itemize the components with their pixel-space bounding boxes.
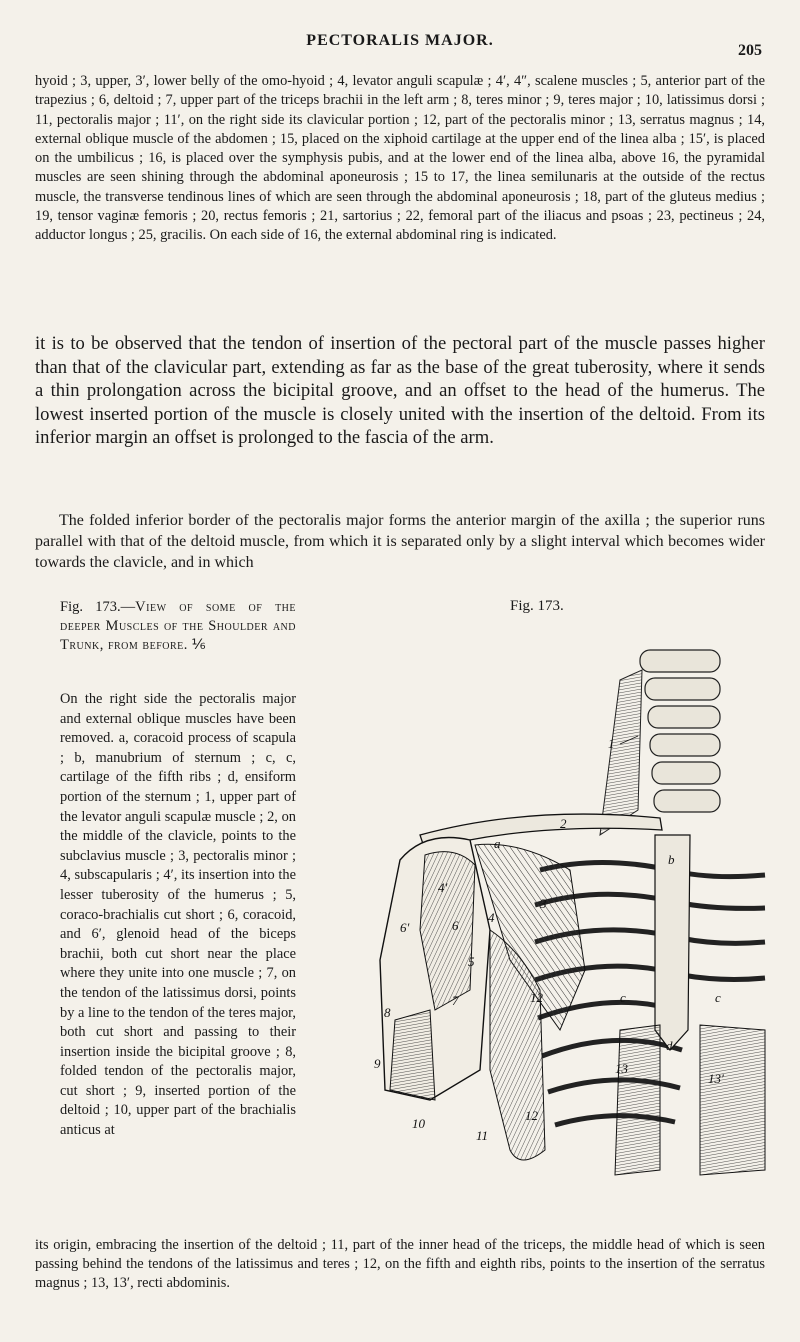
label-d: d [666, 1038, 673, 1053]
label-4-prime: 4′ [438, 880, 448, 895]
body-paragraph-1: it is to be observed that the tendon of insertion of the pectoral part of the muscle passes higher than that of the clavicular part, extending as far as the base of the great tuberosity, where it sends a thin prolongation across the bicipital groove, and an offset to the head of the humerus. The lowest inserted portion of the muscle is closely united with the insertion of the deltoid. From its inferior margin an offset is prolonged to the fascia of the arm. [35, 333, 765, 449]
label-4: 4 [488, 910, 495, 925]
label-6-prime: 6′ [400, 920, 410, 935]
rectus-abdominis-left [615, 1025, 660, 1175]
rectus-abdominis-right [700, 1025, 765, 1175]
anatomical-figure [370, 630, 770, 1210]
figure-label: Fig. 173. [510, 598, 564, 614]
label-13-prime: 13′ [708, 1071, 724, 1086]
label-a: a [494, 836, 501, 851]
label-1: 1 [608, 736, 615, 751]
page-number: 205 [738, 42, 762, 59]
running-title: PECTORALIS MAJOR. [306, 32, 494, 49]
label-8: 8 [384, 1005, 391, 1020]
figure-caption-title [60, 598, 296, 655]
label-6: 6 [452, 918, 459, 933]
body-paragraph-2: The folded inferior border of the pectoralis major forms the anterior margin of the axilla ; the superior runs parallel with that of the deltoid muscle, from which it is separated only by a slight interval which becomes wider towards the clavicle, and in which [35, 512, 765, 571]
sternum [655, 835, 690, 1050]
label-c-right: c [715, 990, 721, 1005]
figure-caption-text: On the right side the pectoralis major and external oblique muscles have been removed. a, coracoid process of scapula ; b, manubrium of sternum ; c, c, cartilage of the fifth ribs ; d, ensiform portion of the sternum ; 1, upper part of the levator anguli scapulæ muscle ; 2, on the middle of the clavicle, points to the subclavius muscle ; 3, pectoralis minor ; 4, subscapularis ; 4′, its insertion into the lesser tuberosity of the humerus ; 5, coraco-brachialis cut short ; 6, coracoid, and 6′, glenoid head of the biceps brachii, both cut short near the place where they unite into one muscle ; 7, on the tendon of the latissimus dorsi, points by a line to the tendon of the teres major, both cut short and passing to their insertion inside the bicipital groove ; 8, folded tendon of the pectoralis major, cut short ; 9, inserted portion of the deltoid ; 10, upper part of the brachialis anticus at [60, 691, 296, 1139]
anatomy-illustration [370, 630, 770, 1210]
label-7: 7 [452, 993, 459, 1008]
brachialis-muscle [390, 1010, 435, 1100]
figure-caption-prefix: Fig. 173.— [60, 599, 136, 615]
label-11: 11 [476, 1128, 489, 1143]
label-9: 9 [374, 1056, 381, 1071]
label-b: b [668, 852, 675, 867]
label-13: 13 [615, 1061, 628, 1076]
label-3: 3 [540, 896, 547, 911]
previous-figure-caption-continuation: hyoid ; 3, upper, 3′, lower belly of the omo-hyoid ; 4, levator anguli scapulæ ; 4′, 4″, scalene muscles ; 5, anterior part of the trapezius ; 6, deltoid ; 7, upper part of the triceps brachii in the left arm ; 8, teres minor ; 9, teres major ; 10, latissimus dorsi ; 11, pectoralis major ; 11′, on the right side its clavicular portion ; 12, part of the pectoralis minor ; 13, serratus magnus ; 14, external oblique muscle of the abdomen ; 15, placed on the xiphoid cartilage at the upper end of the linea alba ; 15′, is placed on the umbilicus ; 16, is placed over the symphysis pubis, and at the lower end of the linea alba, above 16, the pyramidal muscles are seen shining through the abdominal aponeurosis ; 15 to 17, the linea semilunaris at the outside of the rectus muscle, the transverse tendinous lines of which are seen through the abdominal aponeurosis ; 18, part of the gluteus medius ; 19, tensor vaginæ femoris ; 20, rectus femoris ; 21, sartorius ; 22, femoral part of the iliacus and psoas ; 23, pectineus ; 24, adductor longus ; 25, gracilis. On each side of 16, the external abdominal ring is indicated. [35, 73, 765, 244]
figure-scale: ⅙ [191, 637, 206, 653]
label-c-left: c [620, 990, 626, 1005]
figure-caption-heading: View of some of the deeper Muscles of the Shoulder and Trunk, from before. [60, 599, 297, 653]
figure-caption-end: its origin, embracing the insertion of the deltoid ; 11, part of the inner head of the triceps, the middle head of which is seen passing behind the tendons of the latissimus and teres ; 12, on the fifth and eighth ribs, points to the insertion of the serratus magnus ; 13, 13′, recti abdominis. [35, 1237, 765, 1292]
label-5: 5 [468, 954, 475, 969]
label-12a: 12 [530, 990, 543, 1005]
levator-muscle [600, 670, 642, 835]
label-10: 10 [412, 1116, 425, 1131]
label-2: 2 [560, 816, 567, 831]
cervical-vertebrae [640, 650, 720, 812]
label-12b: 12 [525, 1108, 538, 1123]
